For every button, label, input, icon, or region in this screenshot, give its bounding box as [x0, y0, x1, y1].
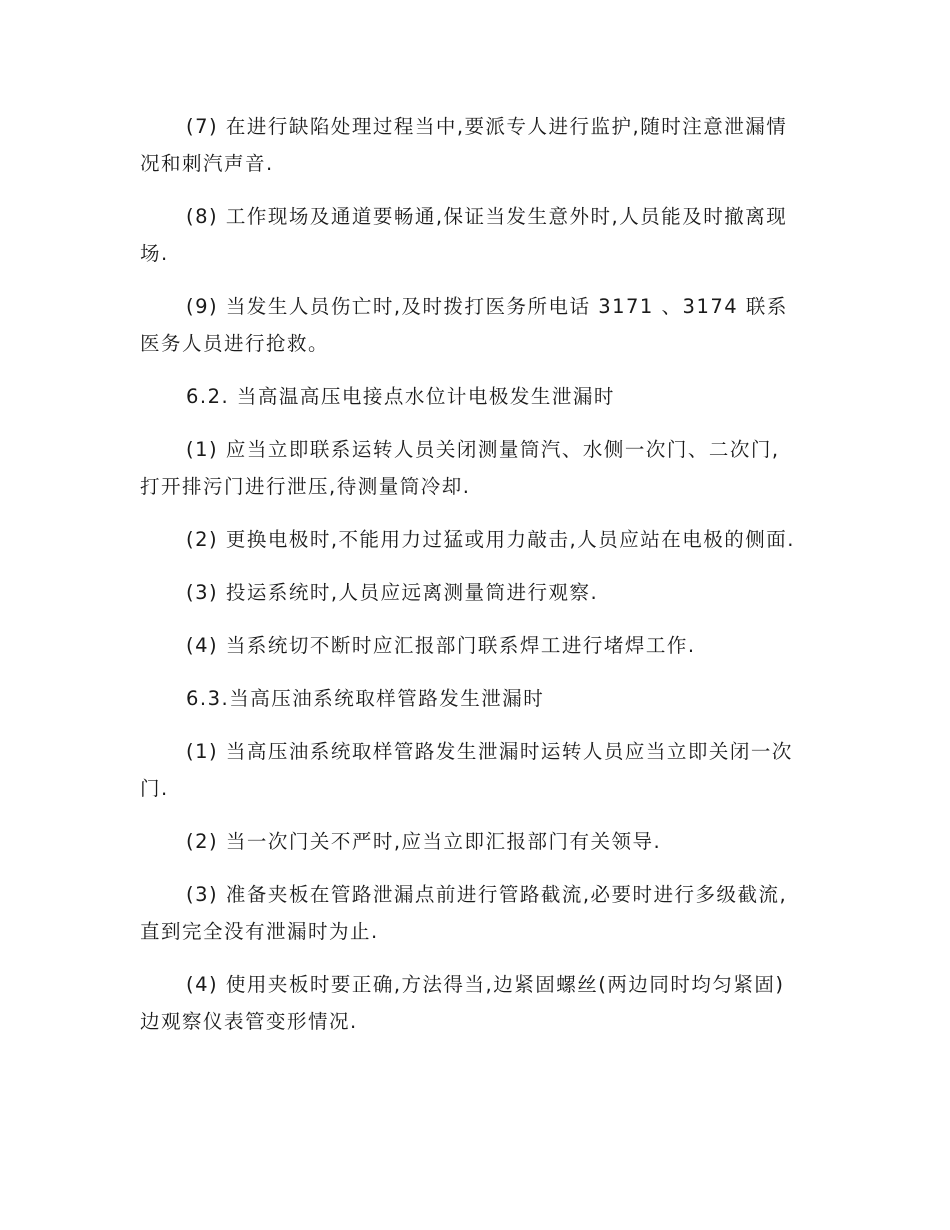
paragraph-6-3-step-4: (4) 使用夹板时要正确,方法得当,边紧固螺丝(两边同时均匀紧固)边观察仪表管变形情况.: [140, 973, 785, 1033]
paragraph-6-2-step-3: (3) 投运系统时,人员应远离测量筒进行观察.: [186, 581, 599, 604]
paragraph-6-3-step-1: (1) 当高压油系统取样管路发生泄漏时运转人员应当立即关闭一次门.: [140, 740, 793, 800]
paragraph-6-2-step-1: (1) 应当立即联系运转人员关闭测量筒汽、水侧一次门、二次门, 打开排污门进行泄压,待测量筒冷却.: [140, 438, 780, 498]
paragraph-6-2-step-4: (4) 当系统切不断时应汇报部门联系焊工进行堵焊工作.: [186, 634, 696, 657]
paragraph-6-3-step-3: (3) 准备夹板在管路泄漏点前进行管路截流,必要时进行多级截流,直到完全没有泄漏时为止.: [140, 883, 788, 943]
paragraph-step-8: (8) 工作现场及通道要畅通,保证当发生意外时,人员能及时撤离现场.: [140, 205, 788, 265]
paragraph-step-9: (9) 当发生人员伤亡时,及时拨打医务所电话 3171 、3174 联系医务人员进行抢救。: [140, 295, 788, 355]
paragraph-step-7: (7) 在进行缺陷处理过程当中,要派专人进行监护,随时注意泄漏情况和刺汽声音.: [140, 115, 788, 175]
document-body: [140, 108, 805, 1056]
section-heading-6-3: 6.3.当高压油系统取样管路发生泄漏时: [186, 687, 545, 710]
section-heading-6-2: 6.2. 当高温高压电接点水位计电极发生泄漏时: [186, 385, 615, 408]
paragraph-6-3-step-2: (2) 当一次门关不严时,应当立即汇报部门有关领导.: [186, 830, 662, 853]
paragraph-6-2-step-2: (2) 更换电极时,不能用力过猛或用力敲击,人员应站在电极的侧面.: [186, 528, 795, 551]
